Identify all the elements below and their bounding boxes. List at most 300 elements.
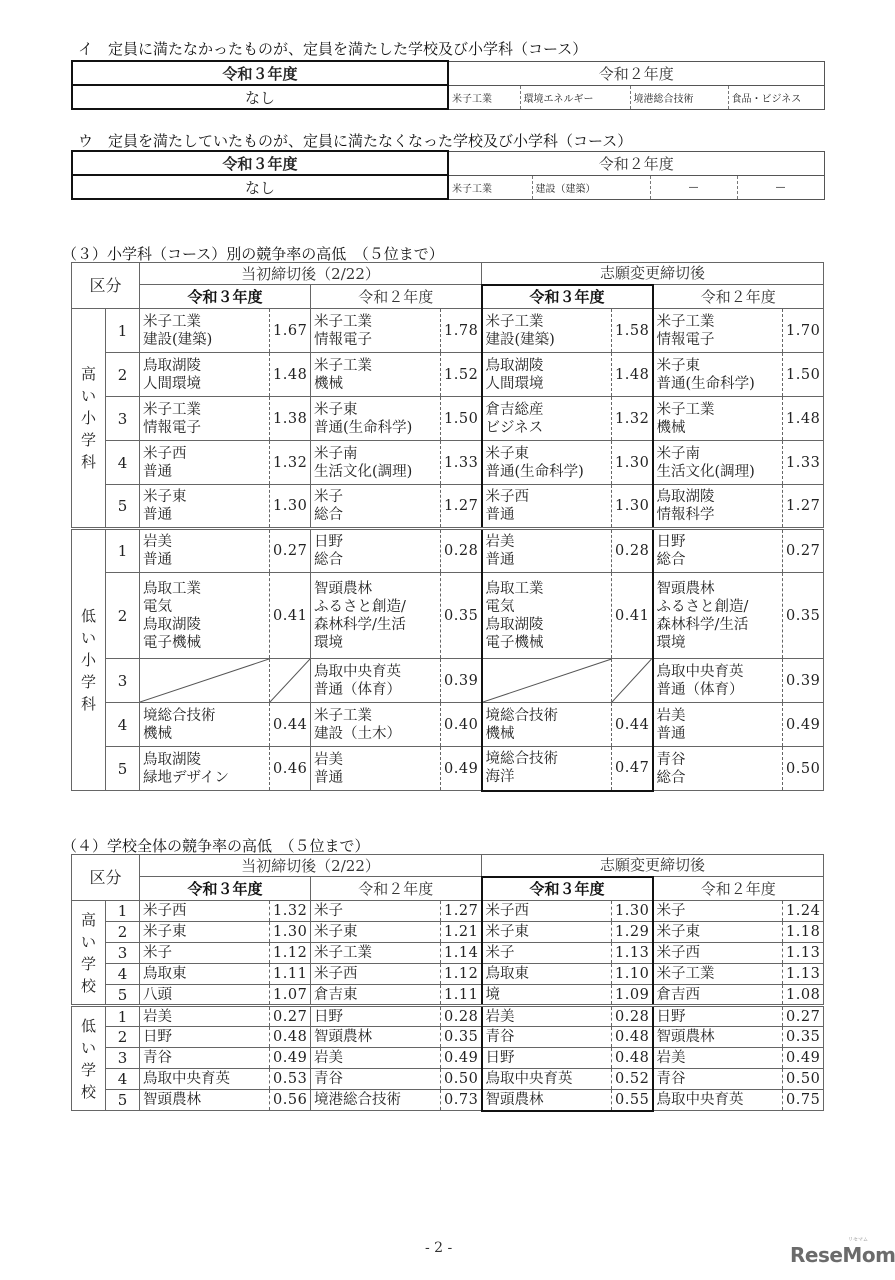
rate-cell xyxy=(441,573,482,659)
school-name: 米子西 xyxy=(143,445,187,462)
school-course-cell xyxy=(482,703,612,747)
rate-cell xyxy=(612,441,653,485)
rate-cell: 0.53 xyxy=(270,1069,311,1090)
school-course-cell xyxy=(140,747,270,791)
rate-cell xyxy=(783,485,824,529)
school-course-cell xyxy=(140,703,270,747)
cell-line: 鳥取工業 xyxy=(485,580,544,597)
rate-cell: 0.75 xyxy=(783,1090,824,1111)
p1-r3-header: 令和３年度 xyxy=(140,285,311,309)
school-name-cell: 鳥取東 xyxy=(482,964,612,985)
rank-number: 1 xyxy=(106,529,140,573)
rank-number: 4 xyxy=(106,703,140,747)
p2-r3-header: 令和３年度 xyxy=(482,877,653,901)
table-row xyxy=(72,573,824,659)
table-row xyxy=(72,659,824,703)
course-name: 総合 xyxy=(656,769,686,786)
rate-value: 0.39 xyxy=(786,672,821,689)
school-name-cell: 岩美 xyxy=(653,1048,783,1069)
rate-value: 1.58 xyxy=(615,322,650,339)
course-name: 普通（体育） xyxy=(656,681,744,698)
school-name: 日野 xyxy=(656,534,686,550)
school-course-cell xyxy=(653,529,783,573)
school-course-cell xyxy=(482,573,612,659)
rate-value: 1.48 xyxy=(273,366,308,383)
p1-r3-header: 令和３年度 xyxy=(140,877,311,901)
course-name: 情報科学 xyxy=(656,507,715,523)
rate-cell: 0.27 xyxy=(270,1006,311,1027)
rate-cell xyxy=(612,703,653,747)
rate-cell xyxy=(441,659,482,703)
rate-value: 1.32 xyxy=(273,454,308,471)
school-name-cell: 倉吉東 xyxy=(311,985,441,1006)
rate-cell xyxy=(270,309,311,353)
rate-cell xyxy=(612,529,653,573)
school-name-cell: 鳥取中央育英 xyxy=(653,1090,783,1111)
rate-cell: 1.13 xyxy=(612,943,653,964)
rate-value: 1.30 xyxy=(615,498,650,514)
r2-item: 建設（建築） xyxy=(532,175,650,199)
r2-item: 環境エネルギー xyxy=(520,85,630,109)
rate-cell xyxy=(441,353,482,397)
course-name: 普通 xyxy=(143,463,173,480)
course-name: 機械 xyxy=(314,375,344,392)
rate-value: 1.33 xyxy=(444,454,479,471)
low-group-label: 低 い 学 校 xyxy=(72,1006,106,1111)
rank-number: 1 xyxy=(106,1006,140,1027)
school-name-cell: 智頭農林 xyxy=(311,1027,441,1048)
rate-value: 0.28 xyxy=(615,543,650,559)
school-name: 米子工業 xyxy=(656,313,715,330)
school-name-cell: 岩美 xyxy=(482,1006,612,1027)
school-course-cell xyxy=(482,529,612,573)
school-name: 岩美 xyxy=(314,751,344,768)
rate-value: 0.44 xyxy=(273,716,308,733)
school-name-cell: 鳥取中央育英 xyxy=(482,1069,612,1090)
cell-line: ふるさと創造/ xyxy=(314,598,406,615)
school-name-cell: 智頭農林 xyxy=(140,1090,270,1111)
rate-cell: 0.35 xyxy=(441,1027,482,1048)
cell-line: 森林科学/生活 xyxy=(314,616,406,633)
rate-value: 0.35 xyxy=(444,607,479,624)
rate-cell: 1.13 xyxy=(783,943,824,964)
rank-number: 4 xyxy=(106,441,140,485)
course-name: 緑地デザイン xyxy=(143,769,230,786)
course-name: 総合 xyxy=(314,552,344,568)
cell-line: 電気 xyxy=(143,598,173,615)
rate-value: 0.49 xyxy=(444,760,479,777)
rate-value: 0.27 xyxy=(786,543,821,559)
section-3-table xyxy=(71,262,824,792)
rate-cell xyxy=(783,397,824,441)
r2-item: 米子工業 xyxy=(448,175,532,199)
school-name: 日野 xyxy=(314,534,344,550)
cell-line: 電子機械 xyxy=(143,634,202,651)
rank-number: 5 xyxy=(106,985,140,1006)
school-course-cell xyxy=(482,659,612,703)
school-course-cell xyxy=(653,659,783,703)
course-name: 人間環境 xyxy=(143,375,202,392)
rate-cell: 1.32 xyxy=(270,901,311,922)
rate-cell: 1.07 xyxy=(270,985,311,1006)
school-name-cell: 米子 xyxy=(311,901,441,922)
school-name-cell: 米子西 xyxy=(140,901,270,922)
course-name: 機械 xyxy=(485,725,515,742)
high-group-label: 高 い 学 校 xyxy=(72,901,106,1006)
school-course-cell xyxy=(653,747,783,791)
rate-cell xyxy=(441,529,482,573)
school-name-cell: 智頭農林 xyxy=(482,1090,612,1111)
rate-cell: 1.12 xyxy=(441,964,482,985)
school-course-cell xyxy=(311,703,441,747)
rate-cell: 0.73 xyxy=(441,1090,482,1111)
rate-cell: 0.49 xyxy=(270,1048,311,1069)
school-name-cell: 米子東 xyxy=(482,922,612,943)
school-course-cell xyxy=(482,485,612,529)
school-name-cell: 岩美 xyxy=(311,1048,441,1069)
rate-cell: 1.08 xyxy=(783,985,824,1006)
p2-r3-header: 令和３年度 xyxy=(482,285,653,309)
school-course-cell xyxy=(311,397,441,441)
rate-cell: 0.50 xyxy=(441,1069,482,1090)
school-name: 米子工業 xyxy=(485,313,544,330)
course-name: 機械 xyxy=(143,725,173,742)
school-name-cell: 青谷 xyxy=(482,1027,612,1048)
school-name-cell: 鳥取中央育英 xyxy=(140,1069,270,1090)
rate-cell xyxy=(270,441,311,485)
rate-cell: 0.49 xyxy=(783,1048,824,1069)
school-name: 倉吉総産 xyxy=(485,401,544,418)
rank-number: 3 xyxy=(106,943,140,964)
school-name-cell: 青谷 xyxy=(140,1048,270,1069)
rate-cell: 0.49 xyxy=(441,1048,482,1069)
table-row xyxy=(72,943,824,964)
rate-cell xyxy=(270,353,311,397)
school-name: 境総合技術 xyxy=(485,707,559,724)
cell-line: 智頭農林 xyxy=(314,580,373,597)
rate-cell xyxy=(441,441,482,485)
p2-r2-header: 令和２年度 xyxy=(653,877,824,901)
school-name: 鳥取湖陵 xyxy=(485,357,544,374)
r3-header: 令和３年度 xyxy=(72,151,448,175)
rate-value: 1.48 xyxy=(786,410,821,427)
rate-cell xyxy=(270,573,311,659)
rate-cell: 0.35 xyxy=(783,1027,824,1048)
rate-value: 0.27 xyxy=(273,543,308,559)
course-name: 普通 xyxy=(485,552,515,568)
rate-cell xyxy=(783,703,824,747)
school-name-cell: 米子西 xyxy=(653,943,783,964)
school-course-cell xyxy=(311,529,441,573)
rate-value: 1.70 xyxy=(786,322,821,339)
rate-cell xyxy=(270,747,311,791)
school-name-cell: 米子東 xyxy=(140,922,270,943)
rank-number: 5 xyxy=(106,485,140,529)
rate-cell: 1.21 xyxy=(441,922,482,943)
school-course-cell xyxy=(311,573,441,659)
rate-cell xyxy=(612,353,653,397)
rate-value: 1.30 xyxy=(273,498,308,514)
school-name: 岩美 xyxy=(656,707,686,724)
school-name-cell: 岩美 xyxy=(140,1006,270,1027)
rate-cell xyxy=(783,573,824,659)
rate-value: 1.50 xyxy=(786,366,821,383)
rank-number: 2 xyxy=(106,1027,140,1048)
course-name: 総合 xyxy=(656,552,686,568)
school-course-cell xyxy=(140,441,270,485)
table-row xyxy=(72,747,824,791)
table-row xyxy=(72,1027,824,1048)
low-group-label: 低 い 小 学 科 xyxy=(72,529,106,791)
school-name-cell: 智頭農林 xyxy=(653,1027,783,1048)
rate-cell xyxy=(270,529,311,573)
p1-r2-header: 令和２年度 xyxy=(311,285,482,309)
rate-cell: 0.27 xyxy=(783,1006,824,1027)
rank-number: 2 xyxy=(106,353,140,397)
rate-cell xyxy=(441,485,482,529)
school-course-cell xyxy=(311,441,441,485)
rate-cell: 1.24 xyxy=(783,901,824,922)
rate-cell: 0.28 xyxy=(441,1006,482,1027)
table-row xyxy=(72,397,824,441)
rate-cell: 1.10 xyxy=(612,964,653,985)
school-course-cell xyxy=(311,659,441,703)
rate-cell: 1.09 xyxy=(612,985,653,1006)
rate-cell: 0.56 xyxy=(270,1090,311,1111)
school-name: 米子工業 xyxy=(314,707,373,724)
rate-cell: 1.27 xyxy=(441,901,482,922)
rate-value: 1.48 xyxy=(615,366,650,383)
school-name-cell: 米子工業 xyxy=(653,964,783,985)
p1-r2-header: 令和２年度 xyxy=(311,877,482,901)
r3-value: なし xyxy=(72,175,448,199)
r2-item: 米子工業 xyxy=(448,85,520,109)
table-row xyxy=(72,901,824,922)
school-course-cell xyxy=(653,397,783,441)
rate-cell xyxy=(441,309,482,353)
table-row xyxy=(72,441,824,485)
school-name-cell: 日野 xyxy=(653,1006,783,1027)
school-name-cell: 米子 xyxy=(140,943,270,964)
table-row xyxy=(72,485,824,529)
school-name: 青谷 xyxy=(656,751,686,768)
school-name: 米子工業 xyxy=(656,401,715,418)
school-course-cell xyxy=(140,485,270,529)
rate-cell xyxy=(270,397,311,441)
r2-header: 令和２年度 xyxy=(448,61,824,85)
rank-number: 5 xyxy=(106,747,140,791)
course-name: 普通（体育） xyxy=(314,681,402,698)
school-name: 米子工業 xyxy=(314,313,373,330)
rate-cell: 1.30 xyxy=(612,901,653,922)
cell-line: ふるさと創造/ xyxy=(656,598,749,615)
rate-cell xyxy=(783,353,824,397)
course-name: 普通 xyxy=(314,769,344,786)
rank-number: 3 xyxy=(106,659,140,703)
table-row xyxy=(72,964,824,985)
rate-cell: 0.48 xyxy=(270,1027,311,1048)
course-name: 建設（土木） xyxy=(314,725,402,742)
school-name: 米子南 xyxy=(656,445,701,462)
cell-line: 電子機械 xyxy=(485,634,544,651)
school-name-cell: 青谷 xyxy=(653,1069,783,1090)
high-group-label: 高 い 小 学 科 xyxy=(72,309,106,529)
rate-cell: 0.48 xyxy=(612,1048,653,1069)
course-name: 普通 xyxy=(143,507,173,523)
section-u-table xyxy=(71,150,825,200)
school-course-cell xyxy=(311,353,441,397)
course-name: 普通 xyxy=(143,552,173,568)
table-row xyxy=(72,1048,824,1069)
rate-cell xyxy=(783,529,824,573)
school-name: 米子工業 xyxy=(143,313,202,330)
course-name: 普通 xyxy=(656,725,686,742)
period1-header: 当初締切後（2/22） xyxy=(140,263,482,285)
rate-value: 1.78 xyxy=(444,322,479,339)
school-course-cell xyxy=(653,703,783,747)
course-name: 生活文化(調理) xyxy=(656,463,755,480)
rate-value: 1.32 xyxy=(615,410,650,427)
school-name-cell: 米子 xyxy=(653,901,783,922)
course-name: 情報電子 xyxy=(656,331,715,348)
school-name-cell: 米子西 xyxy=(482,901,612,922)
rate-cell xyxy=(612,309,653,353)
school-name-cell: 境港総合技術 xyxy=(311,1090,441,1111)
school-name-cell: 日野 xyxy=(311,1006,441,1027)
rate-cell: 1.14 xyxy=(441,943,482,964)
table-row xyxy=(72,1006,824,1027)
school-course-cell xyxy=(482,353,612,397)
course-name: 情報電子 xyxy=(143,419,202,436)
school-name-cell: 米子工業 xyxy=(311,943,441,964)
rate-cell xyxy=(441,397,482,441)
rate-cell xyxy=(783,441,824,485)
diagonal-slash xyxy=(612,659,652,702)
rate-cell xyxy=(783,659,824,703)
rank-number: 2 xyxy=(106,573,140,659)
cell-line: 電気 xyxy=(485,598,515,615)
course-name: 普通(生命科学) xyxy=(485,463,584,480)
school-name: 岩美 xyxy=(143,534,173,550)
table-row xyxy=(72,353,824,397)
rate-cell: 1.11 xyxy=(441,985,482,1006)
rank-number: 4 xyxy=(106,1069,140,1090)
r3-value: なし xyxy=(72,85,448,109)
section-4-table xyxy=(71,854,824,1112)
rate-cell xyxy=(270,703,311,747)
rate-cell xyxy=(270,485,311,529)
cell-line: 環境 xyxy=(656,634,686,651)
table-row xyxy=(72,1090,824,1111)
table-row xyxy=(72,922,824,943)
school-name: 米子工業 xyxy=(314,357,373,374)
school-name: 米子東 xyxy=(656,357,701,374)
school-course-cell xyxy=(140,529,270,573)
school-name-cell: 米子西 xyxy=(311,964,441,985)
school-course-cell xyxy=(482,441,612,485)
school-name: 米子南 xyxy=(314,445,358,462)
period2-header: 志願変更締切後 xyxy=(482,855,824,877)
cell-line: 鳥取湖陵 xyxy=(143,616,202,633)
rate-cell: 1.12 xyxy=(270,943,311,964)
rank-number: 2 xyxy=(106,922,140,943)
rate-cell xyxy=(783,747,824,791)
school-course-cell xyxy=(140,397,270,441)
section-3-title: （３）小学科（コース）別の競争率の高低 （５位まで） xyxy=(62,245,444,263)
rate-cell xyxy=(612,397,653,441)
section-u-title: ウ 定員を満たしていたものが、定員に満たなくなった学校及び小学科（コース） xyxy=(78,132,633,150)
rate-value: 0.44 xyxy=(615,716,650,733)
section-i-title: イ 定員に満たなかったものが、定員を満たした学校及び小学科（コース） xyxy=(78,40,588,58)
school-name-cell: 鳥取東 xyxy=(140,964,270,985)
rate-value: 1.67 xyxy=(273,322,308,339)
rate-cell: 1.29 xyxy=(612,922,653,943)
course-name: 普通(生命科学) xyxy=(656,375,755,392)
course-name: 普通(生命科学) xyxy=(314,419,413,436)
school-name: 米子東 xyxy=(485,445,530,462)
school-name-cell: 米子 xyxy=(482,943,612,964)
cell-line: 森林科学/生活 xyxy=(656,616,749,633)
school-course-cell xyxy=(140,309,270,353)
cell-line: 鳥取湖陵 xyxy=(485,616,544,633)
r2-item: 境港総合技術 xyxy=(630,85,728,109)
table-row xyxy=(72,309,824,353)
school-name: 米子 xyxy=(314,489,344,505)
rate-cell: 0.28 xyxy=(612,1006,653,1027)
period1-header: 当初締切後（2/22） xyxy=(140,855,482,877)
rate-cell: 0.55 xyxy=(612,1090,653,1111)
table-row xyxy=(72,703,824,747)
rate-cell: 0.48 xyxy=(612,1027,653,1048)
course-name: 機械 xyxy=(656,419,686,436)
page-number: - 2 - xyxy=(425,1240,453,1256)
diagonal-slash xyxy=(270,659,310,702)
rate-value: 0.41 xyxy=(615,607,650,624)
rate-cell xyxy=(612,573,653,659)
school-course-cell xyxy=(311,485,441,529)
school-course-cell xyxy=(140,353,270,397)
school-course-cell xyxy=(653,573,783,659)
section-4-title: （４）学校全体の競争率の高低 （５位まで） xyxy=(62,837,370,855)
rate-cell xyxy=(783,309,824,353)
school-name: 米子西 xyxy=(485,489,530,505)
rank-number: 4 xyxy=(106,964,140,985)
course-name: 普通 xyxy=(485,507,515,523)
course-name: 建設(建築) xyxy=(143,331,213,348)
rate-value: 1.30 xyxy=(615,454,650,471)
school-name: 鳥取中央育英 xyxy=(656,663,744,680)
rate-cell: 1.30 xyxy=(270,922,311,943)
school-name: 米子工業 xyxy=(143,401,202,418)
rate-value: 1.27 xyxy=(786,498,821,514)
school-name-cell: 境 xyxy=(482,985,612,1006)
school-course-cell xyxy=(482,747,612,791)
rank-number: 3 xyxy=(106,1048,140,1069)
p2-r2-header: 令和２年度 xyxy=(653,285,824,309)
kubun-header: 区分 xyxy=(72,855,140,901)
cell-line: 鳥取工業 xyxy=(143,580,202,597)
course-name: 生活文化(調理) xyxy=(314,463,413,480)
rate-cell xyxy=(270,659,311,703)
rank-number: 3 xyxy=(106,397,140,441)
rate-value: 0.50 xyxy=(786,760,821,777)
rate-value: 1.50 xyxy=(444,410,479,427)
school-name: 岩美 xyxy=(485,534,515,550)
school-name-cell: 倉吉西 xyxy=(653,985,783,1006)
r2-item: — xyxy=(650,175,737,199)
section-i-table xyxy=(71,60,825,110)
rate-value: 1.38 xyxy=(273,410,308,427)
